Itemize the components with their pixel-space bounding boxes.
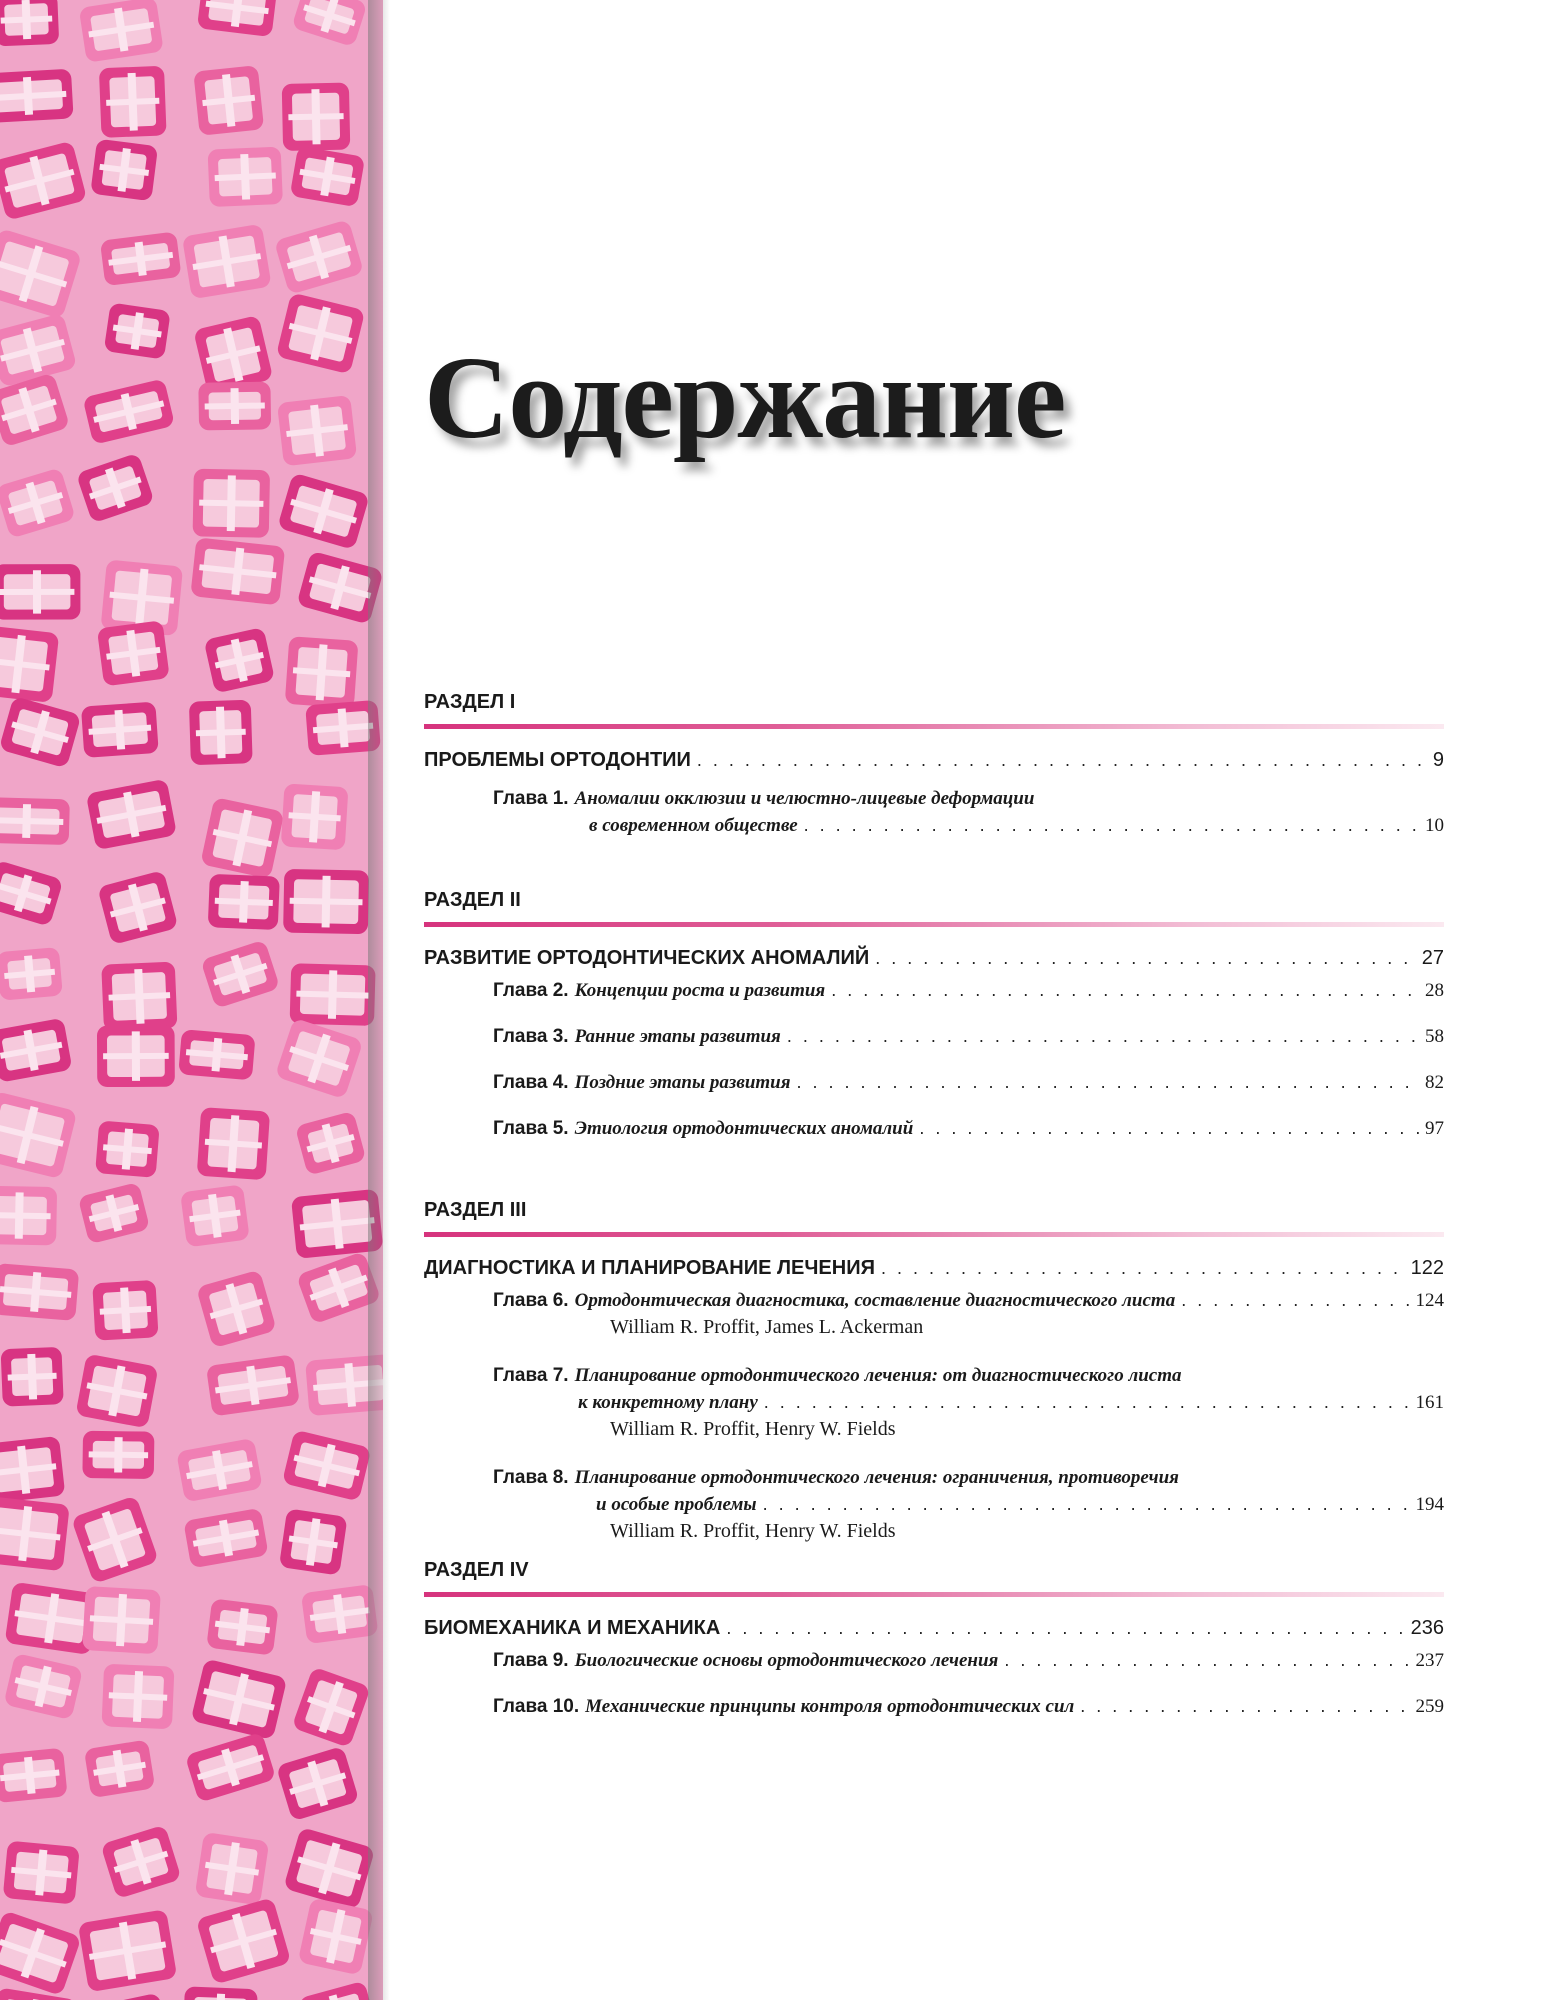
bracket-shape [182, 1986, 257, 2000]
bracket-shape [275, 1018, 364, 1100]
chapter-authors: William R. Proffit, Henry W. Fields [610, 1520, 896, 1542]
bracket-shape [198, 382, 271, 431]
bracket-shape [283, 1827, 375, 1910]
chapter-title: Концепции роста и развития [574, 980, 826, 1001]
bracket-shape [279, 1508, 348, 1575]
chapter-label: Глава 10. [493, 1696, 580, 1717]
bracket-shape [80, 1993, 168, 2000]
chapter-entry[interactable] [493, 785, 1444, 839]
page-number: 259 [1415, 1696, 1444, 1717]
chapter-label: Глава 5. [493, 1118, 569, 1139]
bracket-shape [197, 1107, 270, 1180]
bracket-shape [274, 219, 364, 295]
section-rule [424, 922, 1444, 927]
chapter-label: Глава 2. [493, 980, 569, 1001]
bracket-shape [178, 1029, 255, 1080]
chapter-label: Глава 4. [493, 1072, 569, 1093]
chapter-authors: William R. Proffit, James L. Ackerman [610, 1316, 924, 1338]
bracket-shape [97, 1025, 175, 1087]
bracket-shape [0, 1186, 57, 1246]
bracket-shape [291, 1666, 371, 1748]
dot-leader [797, 1069, 1419, 1096]
bracket-shape [3, 1841, 80, 1905]
bracket-shape [101, 962, 177, 1032]
bracket-shape [295, 1111, 367, 1176]
bracket-shape [0, 313, 77, 388]
dot-leader [1004, 1647, 1409, 1674]
bracket-shape [193, 469, 270, 538]
decorative-bracket-pattern [0, 0, 383, 2000]
bracket-shape [190, 537, 285, 605]
bracket-shape [0, 0, 59, 46]
bracket-shape [277, 395, 357, 466]
bracket-shape [97, 870, 178, 945]
section-label: РАЗДЕЛ IV [424, 1559, 529, 1581]
bracket-shape [182, 224, 272, 300]
bracket-shape [90, 139, 158, 202]
bracket-shape [0, 1091, 77, 1179]
bracket-shape [92, 1280, 158, 1341]
bracket-shape [0, 467, 76, 538]
bracket-shape [0, 1496, 70, 1571]
bracket-shape [282, 1430, 372, 1502]
bracket-shape [71, 1495, 159, 1584]
page-number: 124 [1415, 1290, 1444, 1311]
dot-leader [764, 1389, 1410, 1416]
bracket-shape [76, 453, 155, 524]
bracket-shape [298, 1981, 377, 2000]
bracket-shape [276, 1746, 360, 1822]
chapter-label: Глава 8. [493, 1467, 569, 1488]
bracket-shape [102, 1664, 175, 1729]
bracket-shape [0, 625, 59, 703]
bracket-shape [191, 1658, 288, 1740]
bracket-shape [291, 0, 367, 47]
part-title: ПРОБЛЕМЫ ОРТОДОНТИИ [424, 749, 691, 771]
chapter-entry[interactable] [493, 1362, 1444, 1442]
bracket-shape [200, 939, 280, 1008]
chapter-title: Ранние этапы развития [574, 1026, 781, 1047]
chapter-label: Глава 3. [493, 1026, 569, 1047]
dot-leader [1181, 1287, 1409, 1314]
bracket-shape [189, 700, 253, 765]
bracket-shape [0, 696, 81, 768]
bracket-shape [193, 65, 264, 136]
chapter-entry[interactable] [493, 1023, 1444, 1050]
dot-leader [763, 1491, 1410, 1518]
bracket-shape [97, 620, 170, 686]
bracket-shape [0, 1263, 79, 1321]
part-entry[interactable] [424, 1615, 1444, 1641]
bracket-shape [82, 378, 175, 444]
page-title: Содержание [424, 332, 1066, 463]
bracket-shape [197, 0, 278, 37]
bracket-shape [3, 1653, 83, 1720]
bracket-shape [99, 66, 167, 138]
bracket-shape [290, 963, 376, 1026]
bracket-shape [185, 1732, 277, 1803]
chapter-title: Этиология ортодонтических аномалий [574, 1118, 914, 1139]
chapter-title: Биологические основы ортодонтического лечения [574, 1650, 999, 1671]
part-title: ДИАГНОСТИКА И ПЛАНИРОВАНИЕ ЛЕЧЕНИЯ [424, 1257, 875, 1279]
bracket-shape [82, 1431, 154, 1479]
bracket-shape [1, 1347, 64, 1407]
page-number: 97 [1425, 1118, 1444, 1139]
bracket-shape [176, 1438, 263, 1503]
page-number: 58 [1425, 1026, 1444, 1047]
dot-leader [881, 1255, 1405, 1281]
chapter-title: Механические принципы контроля ортодонтических сил [585, 1696, 1075, 1717]
bracket-shape [285, 636, 359, 708]
chapter-title: Планирование ортодонтического лечения: ограничения, противоречия [574, 1467, 1179, 1488]
bracket-shape [200, 797, 284, 879]
bracket-shape [81, 702, 159, 758]
section-label: РАЗДЕЛ III [424, 1199, 527, 1221]
bracket-shape [298, 1897, 374, 1975]
dot-leader [787, 1023, 1419, 1050]
bracket-shape [183, 1508, 268, 1569]
chapter-entry[interactable] [493, 1115, 1444, 1142]
bracket-shape [0, 1987, 78, 2000]
bracket-shape [206, 1598, 278, 1655]
chapter-title-cont: и особые проблемы [596, 1494, 757, 1515]
bracket-shape [78, 1909, 177, 1992]
page-number: 122 [1410, 1257, 1444, 1279]
bracket-shape [195, 1832, 270, 1906]
bracket-shape [86, 779, 177, 851]
part-entry[interactable] [424, 1255, 1444, 1281]
bracket-shape [95, 1120, 160, 1177]
bracket-shape [100, 231, 182, 286]
chapter-title: Планирование ортодонтического лечения: от диагностического листа [574, 1365, 1182, 1386]
bracket-shape [0, 1436, 65, 1504]
chapter-entry[interactable] [493, 1693, 1444, 1720]
band-shadow [368, 0, 390, 2000]
section-label: РАЗДЕЛ II [424, 889, 521, 911]
section-1 [424, 690, 1444, 839]
bracket-shape [82, 1586, 161, 1654]
chapter-title: Поздние этапы развития [574, 1072, 791, 1093]
bracket-shape [180, 1184, 250, 1247]
bracket-shape [84, 1739, 155, 1798]
chapter-label: Глава 1. [493, 788, 569, 809]
page-number: 236 [1410, 1617, 1444, 1639]
chapter-entry[interactable] [493, 1464, 1444, 1544]
page-number: 194 [1415, 1494, 1444, 1515]
bracket-shape [204, 627, 276, 694]
bracket-shape [282, 83, 351, 151]
chapter-title: Аномалии окклюзии и челюстно-лицевые деформации [574, 788, 1035, 809]
bracket-shape [78, 1182, 150, 1244]
bracket-shape [79, 0, 164, 63]
chapter-authors: William R. Proffit, Henry W. Fields [610, 1418, 896, 1440]
bracket-shape [208, 147, 283, 207]
bracket-shape [0, 947, 63, 1001]
bracket-shape [104, 302, 171, 359]
chapter-label: Глава 9. [493, 1650, 569, 1671]
part-entry[interactable] [424, 747, 1444, 773]
page-number: 82 [1425, 1072, 1444, 1093]
bracket-shape [0, 228, 82, 319]
part-title: РАЗВИТИЕ ОРТОДОНТИЧЕСКИХ АНОМАЛИЙ [424, 947, 870, 969]
page-number: 161 [1415, 1392, 1444, 1413]
section-label: РАЗДЕЛ I [424, 691, 516, 713]
bracket-shape [206, 1354, 300, 1416]
section-rule [424, 1232, 1444, 1237]
bracket-shape [281, 783, 349, 850]
dot-leader [1080, 1693, 1409, 1720]
page-number: 9 [1432, 749, 1444, 771]
bracket-shape [276, 292, 366, 374]
bracket-shape [0, 1910, 82, 1996]
page-number: 237 [1415, 1650, 1444, 1671]
chapter-entry[interactable] [493, 1069, 1444, 1096]
page-number: 28 [1425, 980, 1444, 1001]
chapter-entry[interactable] [493, 977, 1444, 1004]
bracket-shape [196, 1269, 277, 1348]
bracket-shape [0, 797, 70, 845]
dot-leader [804, 812, 1419, 839]
bracket-shape [283, 869, 369, 934]
chapter-title-cont: в современном обществе [589, 815, 798, 836]
bracket-shape [0, 1018, 73, 1083]
part-title: БИОМЕХАНИКА И МЕХАНИКА [424, 1617, 721, 1639]
chapter-title-cont: к конкретному плану [578, 1392, 758, 1413]
section-4 [424, 1558, 1444, 1720]
chapter-label: Глава 6. [493, 1290, 569, 1311]
page-number: 10 [1425, 815, 1444, 836]
bracket-shape [0, 69, 74, 124]
bracket-shape [290, 146, 366, 208]
dot-leader [831, 977, 1419, 1004]
chapter-entry[interactable] [493, 1647, 1444, 1674]
bracket-shape [100, 1825, 181, 1900]
section-rule [424, 724, 1444, 729]
bracket-shape [75, 1354, 158, 1429]
bracket-shape [0, 564, 80, 620]
part-entry[interactable] [424, 945, 1444, 971]
dot-leader [919, 1115, 1419, 1142]
bracket-shape [277, 472, 370, 550]
dot-leader [697, 747, 1427, 773]
bracket-shape [196, 1897, 292, 1984]
bracket-shape [208, 874, 280, 930]
page-number: 27 [1421, 947, 1444, 969]
dot-leader [726, 1615, 1404, 1641]
chapter-entry[interactable] [493, 1287, 1444, 1340]
bracket-shape [0, 141, 87, 221]
bracket-shape [0, 1748, 68, 1803]
section-rule [424, 1592, 1444, 1597]
chapter-title: Ортодонтическая диагностика, составление диагностического листа [574, 1290, 1176, 1311]
section-3 [424, 1198, 1444, 1544]
section-2 [424, 888, 1444, 1142]
bracket-shape [0, 860, 63, 927]
bracket-shape [301, 1584, 379, 1644]
chapter-label: Глава 7. [493, 1365, 569, 1386]
dot-leader [875, 945, 1416, 971]
